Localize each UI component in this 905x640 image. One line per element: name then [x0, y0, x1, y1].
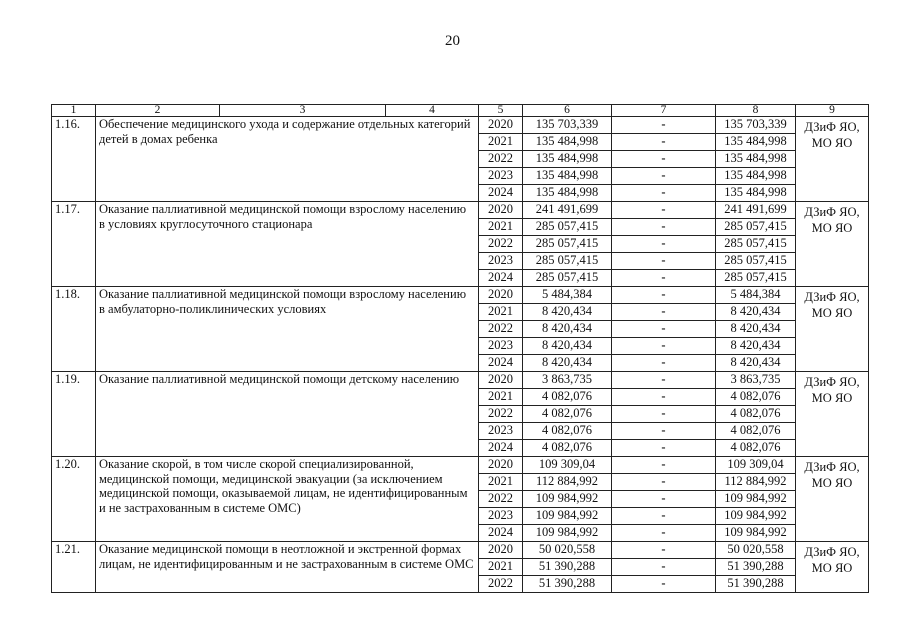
- year-cell: 2023: [479, 508, 523, 525]
- column-header-1: 1: [52, 105, 96, 117]
- year-cell: 2022: [479, 406, 523, 423]
- column-7-dash-cell: -: [612, 287, 716, 304]
- executor-cell: ДЗиФ ЯО, МО ЯО: [796, 372, 869, 457]
- total-amount-cell: 4 082,076: [523, 389, 612, 406]
- column-7-dash-cell: -: [612, 440, 716, 457]
- year-cell: 2022: [479, 151, 523, 168]
- column-header-8: 8: [716, 105, 796, 117]
- column-7-dash-cell: -: [612, 372, 716, 389]
- year-cell: 2024: [479, 270, 523, 287]
- column-8-amount-cell: 4 082,076: [716, 440, 796, 457]
- activity-number: 1.18.: [52, 287, 96, 372]
- column-8-amount-cell: 8 420,434: [716, 355, 796, 372]
- total-amount-cell: 8 420,434: [523, 321, 612, 338]
- year-cell: 2021: [479, 474, 523, 491]
- column-header-2: 2: [96, 105, 220, 117]
- column-7-dash-cell: -: [612, 185, 716, 202]
- year-cell: 2021: [479, 134, 523, 151]
- column-8-amount-cell: 109 984,992: [716, 491, 796, 508]
- column-7-dash-cell: -: [612, 525, 716, 542]
- column-header-6: 6: [523, 105, 612, 117]
- column-8-amount-cell: 285 057,415: [716, 253, 796, 270]
- year-cell: 2024: [479, 355, 523, 372]
- program-activities-table: [51, 104, 869, 593]
- total-amount-cell: 109 984,992: [523, 491, 612, 508]
- table-row: [52, 117, 869, 134]
- total-amount-cell: 8 420,434: [523, 338, 612, 355]
- total-amount-cell: 285 057,415: [523, 270, 612, 287]
- table-row: [52, 202, 869, 219]
- activity-number: 1.21.: [52, 542, 96, 593]
- column-7-dash-cell: -: [612, 355, 716, 372]
- year-cell: 2021: [479, 559, 523, 576]
- column-8-amount-cell: 51 390,288: [716, 559, 796, 576]
- column-8-amount-cell: 285 057,415: [716, 236, 796, 253]
- column-7-dash-cell: -: [612, 559, 716, 576]
- table-row: [52, 457, 869, 474]
- total-amount-cell: 135 703,339: [523, 117, 612, 134]
- executor-cell: ДЗиФ ЯО, МО ЯО: [796, 287, 869, 372]
- column-7-dash-cell: -: [612, 134, 716, 151]
- total-amount-cell: 135 484,998: [523, 151, 612, 168]
- activity-name: Оказание паллиативной медицинской помощи взрослому населению в амбулаторно-поликлинических условиях: [96, 287, 479, 372]
- total-amount-cell: 112 884,992: [523, 474, 612, 491]
- year-cell: 2023: [479, 423, 523, 440]
- column-8-amount-cell: 51 390,288: [716, 576, 796, 593]
- year-cell: 2020: [479, 372, 523, 389]
- column-8-amount-cell: 4 082,076: [716, 389, 796, 406]
- year-cell: 2020: [479, 202, 523, 219]
- total-amount-cell: 5 484,384: [523, 287, 612, 304]
- column-header-3: 3: [220, 105, 386, 117]
- total-amount-cell: 4 082,076: [523, 406, 612, 423]
- column-8-amount-cell: 8 420,434: [716, 304, 796, 321]
- column-7-dash-cell: -: [612, 457, 716, 474]
- total-amount-cell: 8 420,434: [523, 355, 612, 372]
- year-cell: 2023: [479, 338, 523, 355]
- activity-name: Обеспечение медицинского ухода и содержание отдельных категорий детей в домах ребенка: [96, 117, 479, 202]
- total-amount-cell: 109 984,992: [523, 525, 612, 542]
- column-8-amount-cell: 3 863,735: [716, 372, 796, 389]
- column-header-4: 4: [386, 105, 479, 117]
- year-cell: 2024: [479, 185, 523, 202]
- total-amount-cell: 4 082,076: [523, 440, 612, 457]
- column-7-dash-cell: -: [612, 474, 716, 491]
- year-cell: 2020: [479, 542, 523, 559]
- executor-cell: ДЗиФ ЯО, МО ЯО: [796, 117, 869, 202]
- year-cell: 2020: [479, 287, 523, 304]
- column-7-dash-cell: -: [612, 542, 716, 559]
- total-amount-cell: 51 390,288: [523, 576, 612, 593]
- total-amount-cell: 135 484,998: [523, 134, 612, 151]
- column-8-amount-cell: 112 884,992: [716, 474, 796, 491]
- total-amount-cell: 4 082,076: [523, 423, 612, 440]
- column-7-dash-cell: -: [612, 491, 716, 508]
- year-cell: 2021: [479, 304, 523, 321]
- executor-cell: ДЗиФ ЯО, МО ЯО: [796, 202, 869, 287]
- column-8-amount-cell: 135 484,998: [716, 168, 796, 185]
- year-cell: 2022: [479, 491, 523, 508]
- column-8-amount-cell: 5 484,384: [716, 287, 796, 304]
- table-row: [52, 287, 869, 304]
- column-header-9: 9: [796, 105, 869, 117]
- column-8-amount-cell: 50 020,558: [716, 542, 796, 559]
- year-cell: 2022: [479, 321, 523, 338]
- year-cell: 2020: [479, 117, 523, 134]
- column-8-amount-cell: 109 984,992: [716, 525, 796, 542]
- year-cell: 2023: [479, 168, 523, 185]
- column-7-dash-cell: -: [612, 117, 716, 134]
- column-8-amount-cell: 285 057,415: [716, 219, 796, 236]
- activity-name: Оказание скорой, в том числе скорой специализированной, медицинской помощи, медицинской эвакуации (за исключением медицинской помощи, оказываемой лицам, не идентифицированным и не застрахованным в системе ОМС): [96, 457, 479, 542]
- year-cell: 2024: [479, 525, 523, 542]
- column-8-amount-cell: 135 484,998: [716, 134, 796, 151]
- column-7-dash-cell: -: [612, 338, 716, 355]
- executor-cell: ДЗиФ ЯО, МО ЯО: [796, 457, 869, 542]
- column-8-amount-cell: 4 082,076: [716, 423, 796, 440]
- column-8-amount-cell: 109 984,992: [716, 508, 796, 525]
- column-7-dash-cell: -: [612, 270, 716, 287]
- column-8-amount-cell: 135 484,998: [716, 151, 796, 168]
- column-7-dash-cell: -: [612, 236, 716, 253]
- table-row: [52, 542, 869, 559]
- column-7-dash-cell: -: [612, 202, 716, 219]
- column-7-dash-cell: -: [612, 253, 716, 270]
- activity-name: Оказание паллиативной медицинской помощи детскому населению: [96, 372, 479, 457]
- year-cell: 2023: [479, 253, 523, 270]
- year-cell: 2020: [479, 457, 523, 474]
- total-amount-cell: 3 863,735: [523, 372, 612, 389]
- activity-number: 1.16.: [52, 117, 96, 202]
- total-amount-cell: 50 020,558: [523, 542, 612, 559]
- year-cell: 2022: [479, 576, 523, 593]
- total-amount-cell: 135 484,998: [523, 168, 612, 185]
- activity-name: Оказание паллиативной медицинской помощи взрослому населению в условиях круглосуточного стационара: [96, 202, 479, 287]
- table-row: [52, 372, 869, 389]
- column-header-7: 7: [612, 105, 716, 117]
- total-amount-cell: 51 390,288: [523, 559, 612, 576]
- column-8-amount-cell: 135 484,998: [716, 185, 796, 202]
- header-row: [52, 105, 869, 117]
- column-8-amount-cell: 241 491,699: [716, 202, 796, 219]
- activity-number: 1.17.: [52, 202, 96, 287]
- total-amount-cell: 109 309,04: [523, 457, 612, 474]
- activity-name: Оказание медицинской помощи в неотложной и экстренной формах лицам, не идентифицированным и не застрахованным в системе ОМС: [96, 542, 479, 593]
- activity-number: 1.19.: [52, 372, 96, 457]
- total-amount-cell: 285 057,415: [523, 219, 612, 236]
- column-7-dash-cell: -: [612, 389, 716, 406]
- column-8-amount-cell: 135 703,339: [716, 117, 796, 134]
- column-8-amount-cell: 8 420,434: [716, 338, 796, 355]
- activity-number: 1.20.: [52, 457, 96, 542]
- column-8-amount-cell: 285 057,415: [716, 270, 796, 287]
- year-cell: 2021: [479, 389, 523, 406]
- column-8-amount-cell: 109 309,04: [716, 457, 796, 474]
- year-cell: 2021: [479, 219, 523, 236]
- total-amount-cell: 109 984,992: [523, 508, 612, 525]
- column-7-dash-cell: -: [612, 406, 716, 423]
- total-amount-cell: 241 491,699: [523, 202, 612, 219]
- executor-cell: ДЗиФ ЯО, МО ЯО: [796, 542, 869, 593]
- total-amount-cell: 135 484,998: [523, 185, 612, 202]
- column-8-amount-cell: 4 082,076: [716, 406, 796, 423]
- page-number: 20: [445, 33, 460, 49]
- total-amount-cell: 8 420,434: [523, 304, 612, 321]
- total-amount-cell: 285 057,415: [523, 253, 612, 270]
- column-7-dash-cell: -: [612, 423, 716, 440]
- total-amount-cell: 285 057,415: [523, 236, 612, 253]
- column-7-dash-cell: -: [612, 219, 716, 236]
- column-8-amount-cell: 8 420,434: [716, 321, 796, 338]
- year-cell: 2024: [479, 440, 523, 457]
- year-cell: 2022: [479, 236, 523, 253]
- column-7-dash-cell: -: [612, 321, 716, 338]
- column-7-dash-cell: -: [612, 576, 716, 593]
- column-7-dash-cell: -: [612, 508, 716, 525]
- column-7-dash-cell: -: [612, 304, 716, 321]
- column-7-dash-cell: -: [612, 151, 716, 168]
- column-header-5: 5: [479, 105, 523, 117]
- column-7-dash-cell: -: [612, 168, 716, 185]
